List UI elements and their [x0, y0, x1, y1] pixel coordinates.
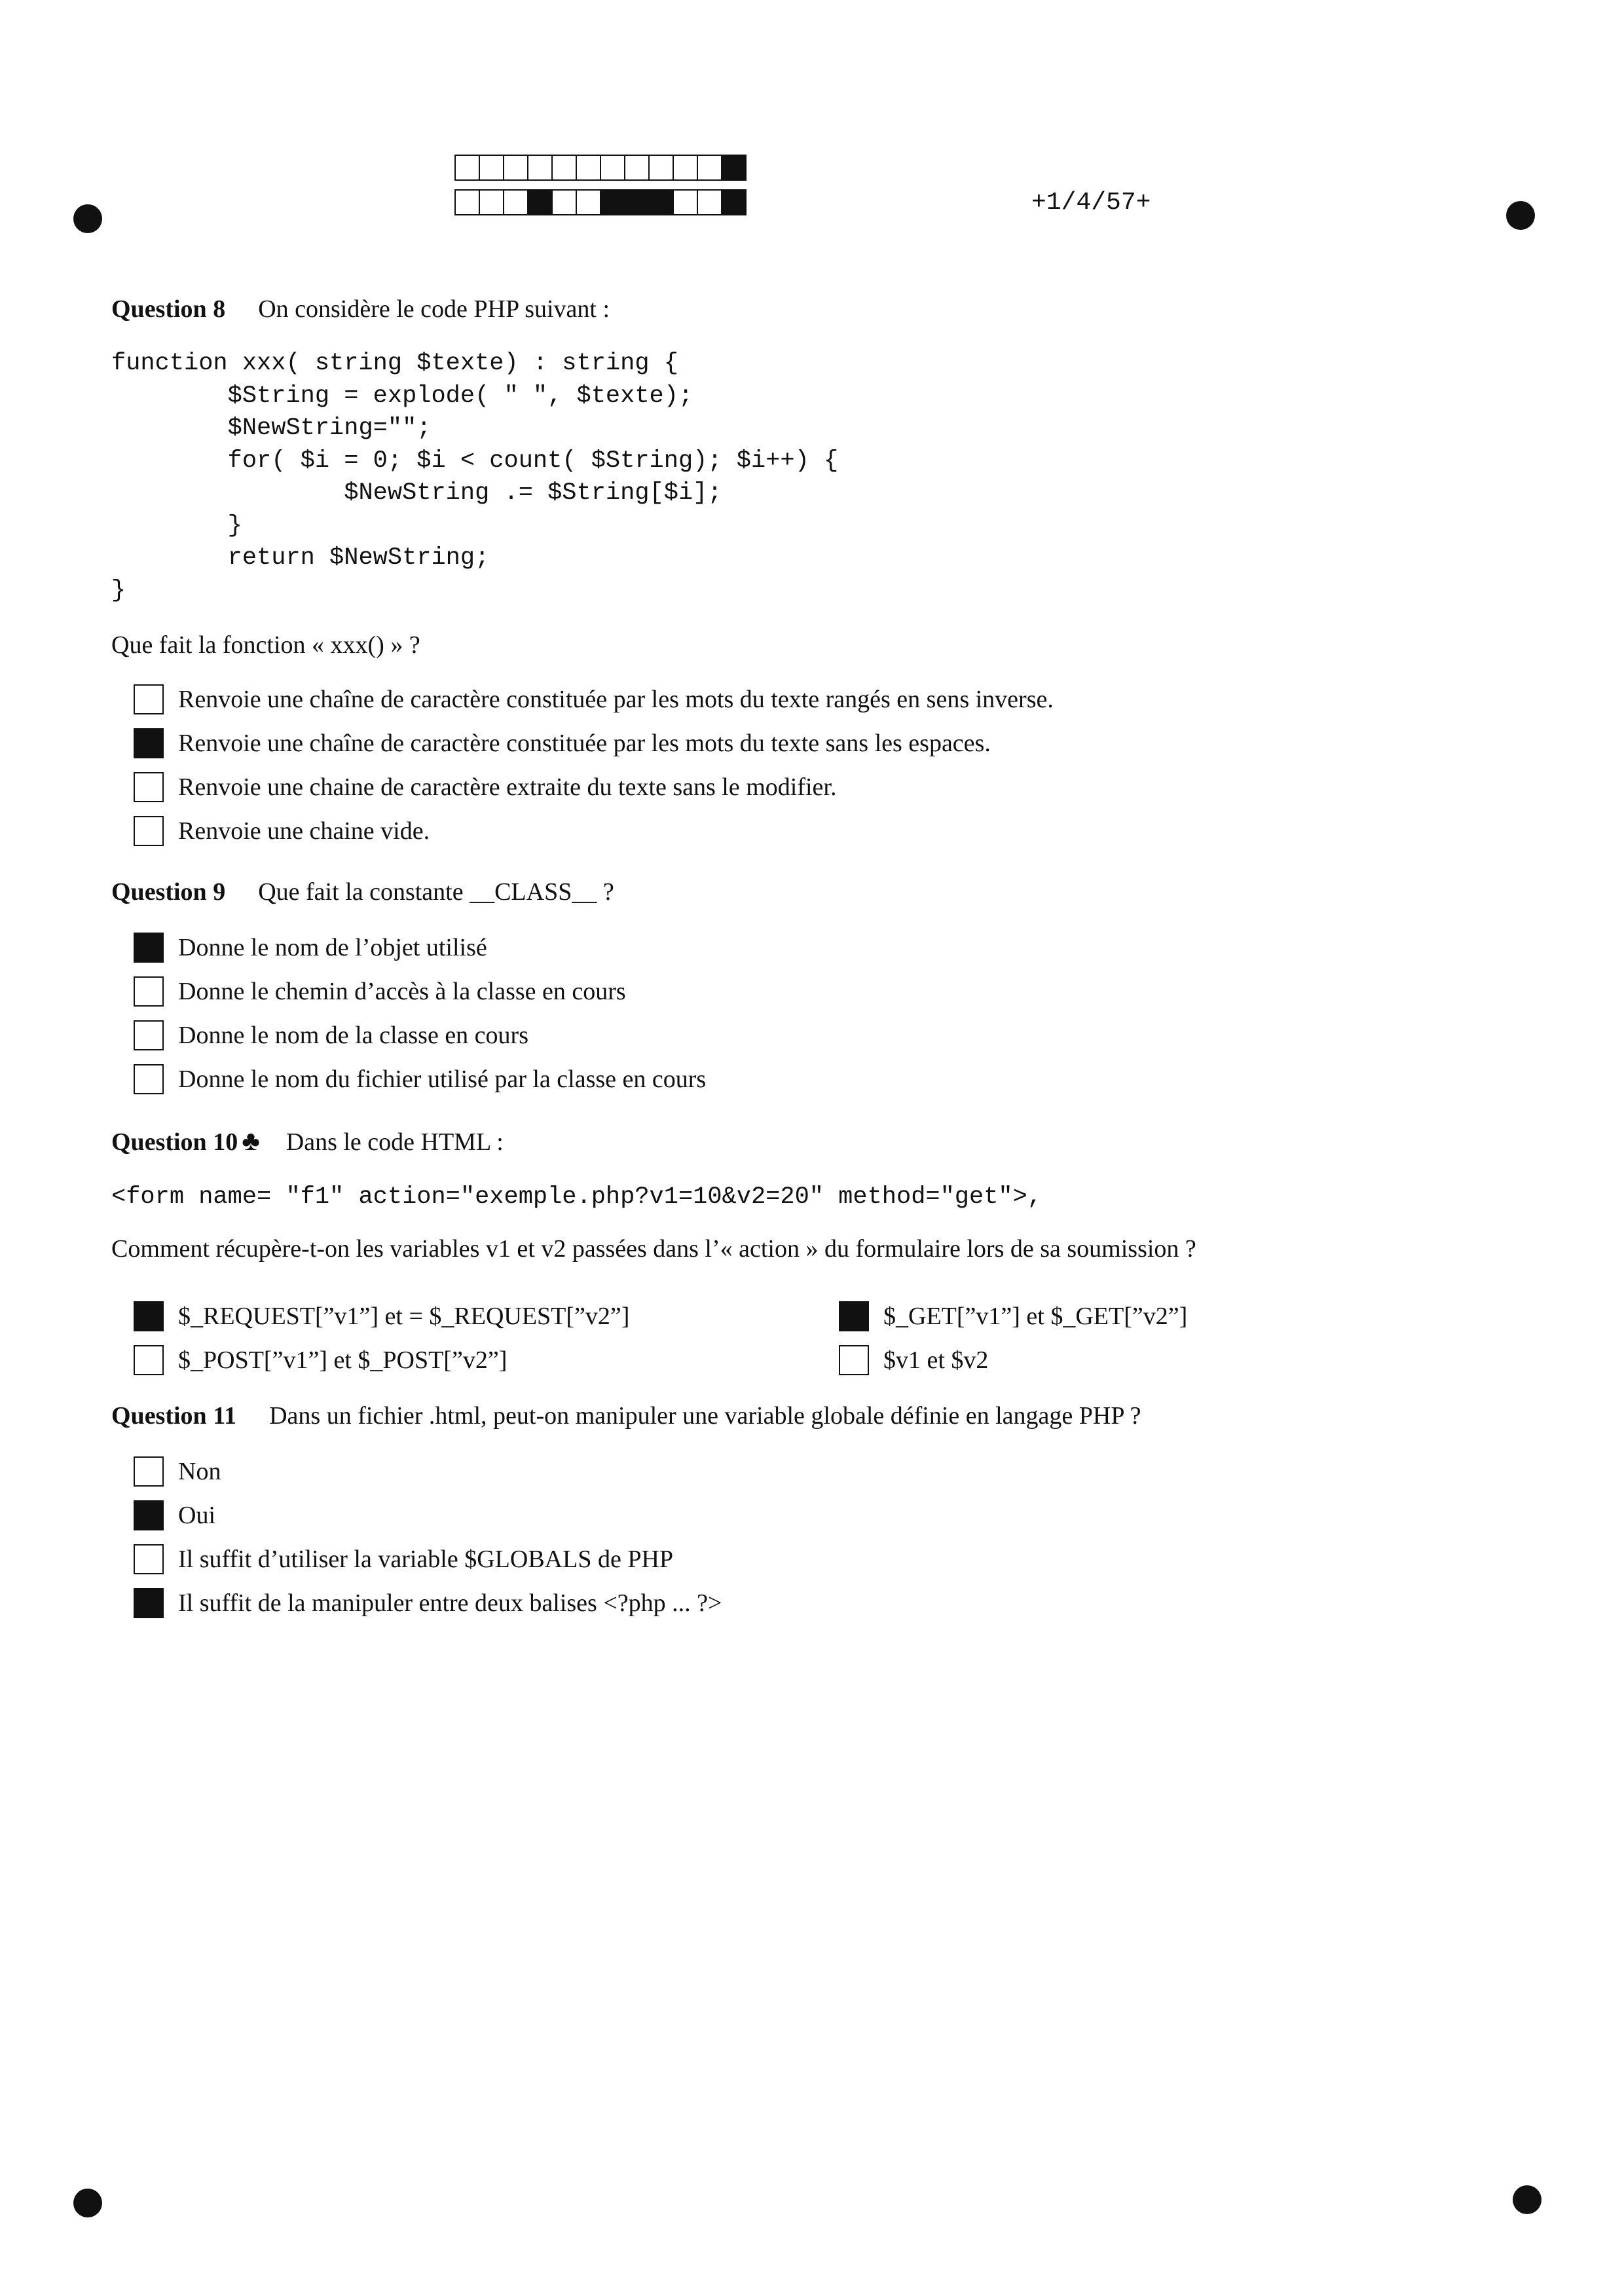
grid-row-2-cell: [551, 189, 577, 215]
question-8-header: [111, 295, 610, 324]
option-label: Donne le nom du fichier utilisé par la classe en cours: [178, 1065, 707, 1093]
option-q10-c[interactable]: [134, 1343, 507, 1377]
option-label: $_POST[”v1”] et $_POST[”v2”]: [178, 1346, 507, 1374]
grid-row-1-cell: [673, 155, 698, 181]
answer-checkbox[interactable]: [134, 976, 164, 1007]
question-number: Question 10: [111, 1128, 238, 1156]
option-label: Il suffit d’utiliser la variable $GLOBALS de PHP: [178, 1546, 674, 1573]
question-prompt: Dans le code HTML :: [286, 1128, 504, 1156]
grid-row-2-cell: [600, 189, 625, 215]
grid-row-1-cell: [503, 155, 528, 181]
option-q11-a[interactable]: [134, 1454, 221, 1489]
answer-checkbox[interactable]: [839, 1301, 869, 1331]
question-prompt: On considère le code PHP suivant :: [258, 295, 610, 323]
registration-mark-bottom-right: [1513, 2185, 1541, 2214]
option-q11-c[interactable]: [134, 1542, 673, 1576]
grid-row-1-cell: [576, 155, 601, 181]
option-q10-a[interactable]: [134, 1299, 629, 1333]
option-q9-c[interactable]: [134, 1018, 528, 1052]
option-q8-d[interactable]: [134, 814, 430, 848]
option-label: Non: [178, 1458, 221, 1485]
registration-mark-top-left: [73, 204, 102, 233]
answer-checkbox[interactable]: [134, 1500, 164, 1530]
option-q9-a[interactable]: [134, 931, 487, 965]
question-number: Question 8: [111, 295, 226, 323]
grid-row-1-cell: [527, 155, 553, 181]
question-prompt: Dans un fichier .html, peut-on manipuler une variable globale définie en langage PHP ?: [269, 1402, 1141, 1430]
option-label: $_GET[”v1”] et $_GET[”v2”]: [883, 1303, 1188, 1330]
answer-checkbox[interactable]: [134, 1588, 164, 1618]
question-11-header: [111, 1401, 1141, 1430]
answer-checkbox[interactable]: [134, 772, 164, 802]
option-label: Il suffit de la manipuler entre deux balises <?php ... ?>: [178, 1589, 722, 1617]
option-q9-b[interactable]: [134, 974, 626, 1009]
answer-checkbox[interactable]: [134, 1064, 164, 1094]
grid-row-1-cell: [624, 155, 650, 181]
answer-checkbox[interactable]: [134, 728, 164, 758]
answer-checkbox[interactable]: [134, 1544, 164, 1574]
option-label: Donne le nom de la classe en cours: [178, 1022, 528, 1049]
option-label: Renvoie une chaine vide.: [178, 817, 430, 845]
grid-row-1-cell: [454, 155, 480, 181]
grid-row-1-cell: [551, 155, 577, 181]
question-number: Question 11: [111, 1402, 237, 1430]
grid-row-2-cell: [503, 189, 528, 215]
answer-checkbox[interactable]: [134, 933, 164, 963]
question-10-header: [111, 1126, 504, 1157]
grid-row-2-cell: [721, 189, 747, 215]
option-q9-d[interactable]: [134, 1062, 706, 1096]
question-9-header: [111, 878, 614, 906]
question-prompt: Que fait la constante __CLASS__ ?: [258, 878, 614, 906]
grid-row-2-cell: [454, 189, 480, 215]
grid-row-2-cell: [527, 189, 553, 215]
code-grid-row-2: [454, 189, 745, 215]
question-10-subprompt: Comment récupère-t-on les variables v1 et v2 passées dans l’« action » du formulaire lors de sa soumission ?: [111, 1235, 1196, 1263]
grid-row-1-cell: [600, 155, 625, 181]
option-label: Renvoie une chaîne de caractère constituée par les mots du texte rangés en sens inverse.: [178, 686, 1054, 713]
page-id: +1/4/57+: [1031, 189, 1151, 217]
grid-row-2-cell: [648, 189, 674, 215]
option-label: Renvoie une chaîne de caractère constituée par les mots du texte sans les espaces.: [178, 730, 991, 757]
answer-checkbox[interactable]: [134, 1301, 164, 1331]
answer-checkbox[interactable]: [134, 1345, 164, 1375]
option-q8-c[interactable]: [134, 770, 836, 804]
option-label: Renvoie une chaine de caractère extraite du texte sans le modifier.: [178, 773, 837, 801]
registration-mark-top-right: [1506, 201, 1535, 230]
option-label: Donne le nom de l’objet utilisé: [178, 934, 487, 961]
grid-row-2-cell: [624, 189, 650, 215]
answer-checkbox[interactable]: [134, 1020, 164, 1050]
grid-row-2-cell: [697, 189, 722, 215]
grid-row-2-cell: [576, 189, 601, 215]
grid-row-1-cell: [479, 155, 504, 181]
club-icon: ♣: [242, 1126, 260, 1157]
option-q8-b[interactable]: [134, 726, 991, 760]
option-q8-a[interactable]: [134, 682, 1054, 716]
code-grid-row-1: [454, 155, 745, 181]
registration-mark-bottom-left: [73, 2189, 102, 2217]
option-label: Oui: [178, 1502, 215, 1529]
option-q10-b[interactable]: [839, 1299, 1187, 1333]
question-8-subprompt: Que fait la fonction « xxx() » ?: [111, 631, 420, 659]
answer-checkbox[interactable]: [134, 1456, 164, 1487]
grid-row-1-cell: [721, 155, 747, 181]
question-number: Question 9: [111, 878, 226, 906]
grid-row-2-cell: [673, 189, 698, 215]
option-label: $_REQUEST[”v1”] et = $_REQUEST[”v2”]: [178, 1303, 630, 1330]
option-q11-d[interactable]: [134, 1586, 722, 1620]
html-code-line: <form name= "f1" action="exemple.php?v1=10&v2=20" method="get">,: [111, 1183, 1043, 1211]
option-q11-b[interactable]: [134, 1498, 215, 1532]
option-label: $v1 et $v2: [883, 1346, 989, 1374]
grid-row-2-cell: [479, 189, 504, 215]
answer-checkbox[interactable]: [134, 816, 164, 846]
grid-row-1-cell: [648, 155, 674, 181]
answer-checkbox[interactable]: [134, 684, 164, 714]
option-q10-d[interactable]: [839, 1343, 988, 1377]
answer-checkbox[interactable]: [839, 1345, 869, 1375]
option-label: Donne le chemin d’accès à la classe en cours: [178, 978, 626, 1005]
grid-row-1-cell: [697, 155, 722, 181]
php-code-block: function xxx( string $texte) : string { $String = explode( " ", $texte); $NewString=""; for( $i = 0; $i < count( $String); $i++) { $NewString .= $String[$i]; } return $NewString; }: [111, 350, 839, 604]
